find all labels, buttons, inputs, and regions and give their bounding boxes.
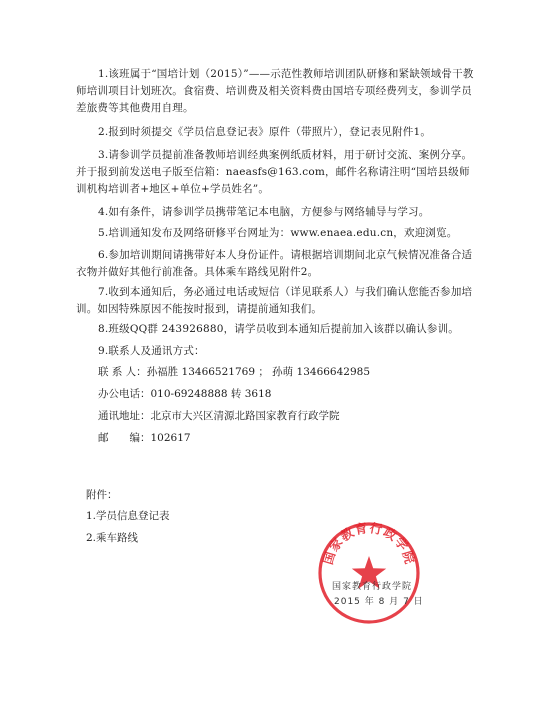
note-2-text: 2.报到时须提交《学员信息登记表》原件（带照片），登记表见附件1。	[98, 126, 432, 138]
note-3	[76, 147, 476, 198]
note-6	[76, 247, 476, 281]
attachments-heading: 附件：	[86, 489, 118, 501]
note-4-text: 4.如有条件，请参训学员携带笔记本电脑，方便参与网络辅导与学习。	[98, 206, 430, 218]
note-7	[76, 284, 476, 318]
note-9-text: 9.联系人及通讯方式：	[98, 345, 205, 357]
contact-person-label: 联 系 人：	[98, 366, 147, 378]
official-seal-icon	[316, 520, 422, 626]
note-4	[76, 204, 476, 221]
attachment-item-1: 1.学员信息登记表	[86, 510, 170, 522]
signature-org: 国家教育行政学院	[332, 582, 413, 592]
address-value: 北京市大兴区清源北路国家教育行政学院	[150, 410, 340, 422]
note-1	[76, 66, 476, 117]
note-8	[76, 321, 476, 338]
postcode-value: 102617	[150, 432, 191, 444]
attachment-item-2: 2.乘车路线	[86, 532, 139, 544]
postcode-label: 邮 编：	[98, 432, 151, 444]
address-label: 通讯地址：	[98, 410, 151, 422]
seal-text: 国家教育行政学院	[320, 520, 418, 567]
office-phone-value: 010-69248888 转 3618	[150, 388, 272, 400]
note-2	[76, 124, 476, 141]
note-9	[76, 343, 476, 360]
note-5-text: 5.培训通知发布及网络研修平台网址为：www.enaea.edu.cn，欢迎浏览。	[98, 227, 458, 239]
note-8-text: 8.班级QQ群 243926880，请学员收到本通知后提前加入该群以确认参训。	[98, 323, 459, 335]
note-1-text: 1.该班属于“国培计划（2015）”——示范性教师培训团队研修和紧缺领域骨干教师培训项目计划班次。食宿费、培训费及相关资料费由国培专项经费列支，参训学员差旅费等其他费用自理。	[76, 68, 474, 114]
note-3-text: 3.请参训学员提前准备教师培训经典案例纸质材料，用于研讨交流、案例分享。并于报到前发送电子版至信箱：naeasfs@163.com，邮件名称请注明“国培县级师训机构培训者+地区+单位+学员姓名”。	[76, 149, 473, 195]
office-phone-label: 办公电话：	[98, 388, 151, 400]
note-7-text: 7.收到本通知后，务必通过电话或短信（详见联系人）与我们确认您能否参加培训。如因特殊原因不能按时报到，请提前通知我们。	[76, 286, 473, 315]
office-phone-row	[98, 386, 271, 403]
contact-person-row	[98, 364, 370, 381]
address-row	[98, 408, 340, 425]
note-5	[76, 225, 476, 242]
contact-person-value: 孙福胜 13466521769 ； 孙萌 13466642985	[146, 366, 371, 378]
note-6-text: 6.参加培训期间请携带好本人身份证件。请根据培训期间北京气候情况准备合适衣物并做好其他行前准备。具体乘车路线见附件2。	[76, 249, 473, 278]
postcode-row	[98, 430, 191, 447]
signature-date: 2015 年 8 月 7 日	[334, 597, 424, 607]
